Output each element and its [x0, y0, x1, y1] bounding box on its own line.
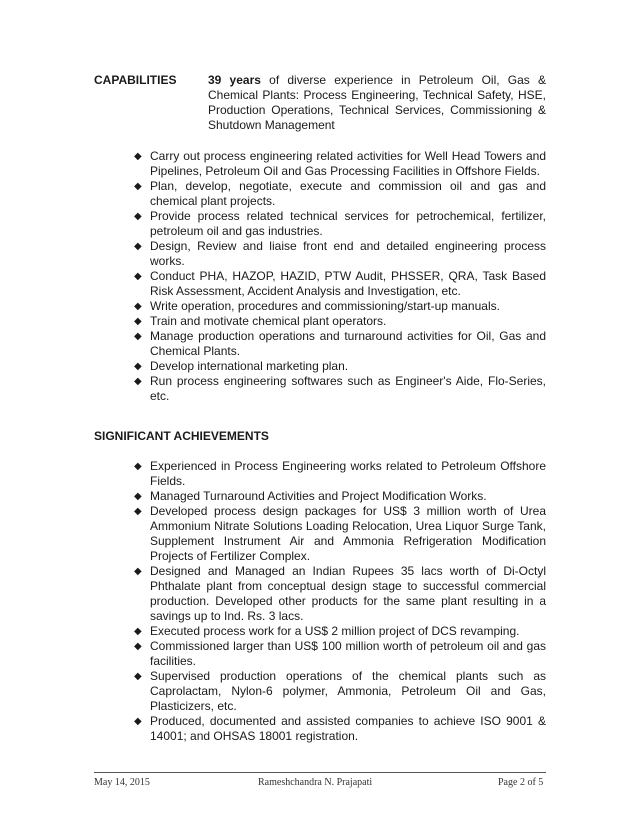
diamond-bullet-icon: ◆ — [134, 316, 142, 327]
achievements-list — [134, 459, 546, 744]
diamond-bullet-icon: ◆ — [134, 361, 142, 372]
diamond-bullet-icon: ◆ — [134, 271, 142, 282]
list-item — [134, 314, 546, 329]
diamond-bullet-icon: ◆ — [134, 641, 142, 652]
list-item — [134, 374, 546, 404]
capabilities-summary — [208, 73, 546, 133]
list-item-text: Run process engineering softwares such as Engineer's Aide, Flo-Series, etc. — [150, 374, 546, 403]
footer-divider — [94, 772, 546, 773]
list-item — [134, 149, 546, 179]
list-item-text: Develop international marketing plan. — [150, 359, 349, 373]
list-item — [134, 359, 546, 374]
diamond-bullet-icon: ◆ — [134, 181, 142, 192]
list-item — [134, 459, 546, 489]
list-item-text: Write operation, procedures and commissioning/start-up manuals. — [150, 299, 500, 313]
list-item — [134, 179, 546, 209]
diamond-bullet-icon: ◆ — [134, 331, 142, 342]
diamond-bullet-icon: ◆ — [134, 716, 142, 727]
years-experience: 39 years — [208, 73, 261, 87]
diamond-bullet-icon: ◆ — [134, 211, 142, 222]
diamond-bullet-icon: ◆ — [134, 301, 142, 312]
list-item-text: Executed process work for a US$ 2 million project of DCS revamping. — [150, 624, 520, 638]
diamond-bullet-icon: ◆ — [134, 491, 142, 502]
list-item — [134, 489, 546, 504]
footer-name: Rameshchandra N. Prajapati — [258, 777, 373, 788]
list-item-text: Train and motivate chemical plant operators. — [150, 314, 387, 328]
diamond-bullet-icon: ◆ — [134, 566, 142, 577]
diamond-bullet-icon: ◆ — [134, 671, 142, 682]
list-item — [134, 269, 546, 299]
list-item-text: Produced, documented and assisted companies to achieve ISO 9001 & 14001; and OHSAS 18001 registration. — [150, 714, 546, 743]
capabilities-label: CAPABILITIES — [94, 73, 177, 87]
diamond-bullet-icon: ◆ — [134, 241, 142, 252]
list-item — [134, 209, 546, 239]
list-item — [134, 299, 546, 314]
list-item — [134, 669, 546, 714]
list-item — [134, 624, 546, 639]
list-item-text: Managed Turnaround Activities and Project Modification Works. — [150, 489, 487, 503]
list-item — [134, 564, 546, 624]
list-item-text: Supervised production operations of the chemical plants such as Caprolactam, Nylon-6 polymer, Ammonia, Petroleum Oil and Gas, Plasticizers, etc. — [150, 669, 546, 713]
list-item-text: Plan, develop, negotiate, execute and commission oil and gas and chemical plant projects. — [150, 179, 546, 208]
diamond-bullet-icon: ◆ — [134, 461, 142, 472]
capabilities-summary-text: of diverse experience in Petroleum Oil, Gas & Chemical Plants: Process Engineering, Technical Safety, HSE, Production Operations, Technical Services, Commissioning & Shutdown Management — [208, 73, 547, 132]
list-item — [134, 329, 546, 359]
list-item-text: Designed and Managed an Indian Rupees 35 lacs worth of Di-Octyl Phthalate plant from conceptual design stage to successful commercial production. Developed other products for the same plant resulting in a savings up to Ind. Rs. 3 lacs. — [150, 564, 546, 623]
list-item — [134, 239, 546, 269]
list-item-text: Experienced in Process Engineering works related to Petroleum Offshore Fields. — [150, 459, 546, 488]
list-item-text: Conduct PHA, HAZOP, HAZID, PTW Audit, PHSSER, QRA, Task Based Risk Assessment, Accident Analysis and Investigation, etc. — [150, 269, 546, 298]
list-item-text: Developed process design packages for US$ 3 million worth of Urea Ammonium Nitrate Solutions Loading Relocation, Urea Liquor Surge Tank, Supplement Instrument Air and Ammonia Refrigeration Modification Projects of Fertilizer Complex. — [150, 504, 546, 563]
diamond-bullet-icon: ◆ — [134, 506, 142, 517]
list-item-text: Design, Review and liaise front end and detailed engineering process works. — [150, 239, 546, 268]
list-item-text: Manage production operations and turnaround activities for Oil, Gas and Chemical Plants. — [150, 329, 546, 358]
list-item-text: Carry out process engineering related activities for Well Head Towers and Pipelines, Petroleum Oil and Gas Processing Facilities in Offshore Fields. — [150, 149, 546, 178]
list-item — [134, 639, 546, 669]
list-item-text: Commissioned larger than US$ 100 million worth of petroleum oil and gas facilities. — [150, 639, 546, 668]
capabilities-list — [134, 149, 546, 404]
list-item — [134, 714, 546, 744]
achievements-heading: SIGNIFICANT ACHIEVEMENTS — [94, 429, 269, 443]
footer-page-number: Page 2 of 5 — [498, 777, 544, 788]
footer-date: May 14, 2015 — [94, 777, 150, 788]
diamond-bullet-icon: ◆ — [134, 376, 142, 387]
diamond-bullet-icon: ◆ — [134, 626, 142, 637]
list-item — [134, 504, 546, 564]
diamond-bullet-icon: ◆ — [134, 151, 142, 162]
list-item-text: Provide process related technical services for petrochemical, fertilizer, petroleum oil and gas industries. — [150, 209, 546, 238]
